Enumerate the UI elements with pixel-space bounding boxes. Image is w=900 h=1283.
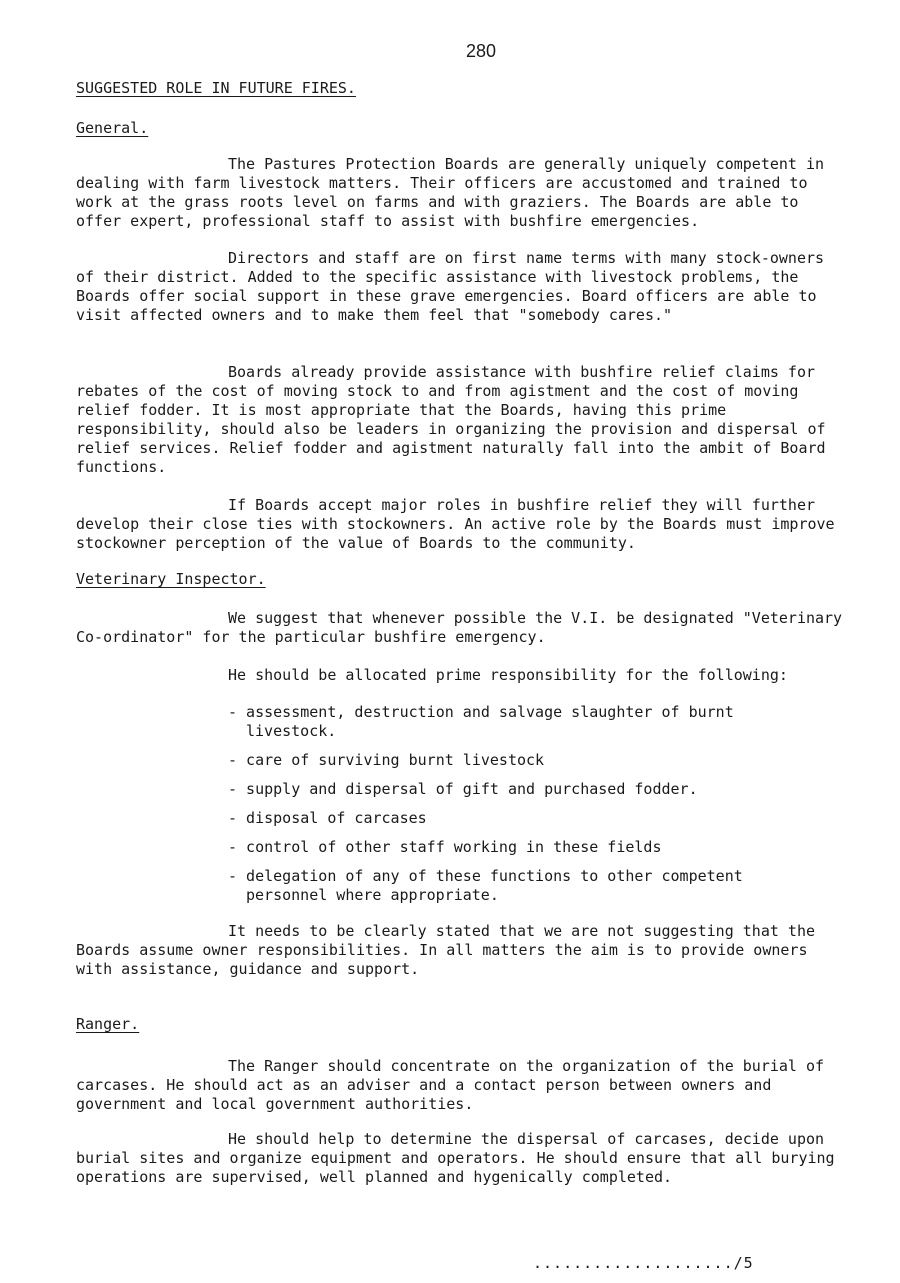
list-item: - control of other staff working in these fields [228,838,662,856]
general-paragraph: Directors and staff are on first name terms with many stock-owners of their district. Added to the specific assistance with livestock problems, the Boards offer social support in these grave emergencies. Board officers are able to visit affected owners and to make them feel that "somebody cares." [76,249,825,324]
list-item: - care of surviving burnt livestock [228,751,545,769]
general-paragraph: The Pastures Protection Boards are generally uniquely competent in dealing with farm livestock matters. Their officers are accustomed and trained to work at the grass roots level on farms and with graziers. The Boards are able to offer expert, professional staff to assist with bushfire emergencies. [76,155,825,230]
list-item: - assessment, destruction and salvage slaughter of burnt livestock. [228,703,734,740]
section-heading-ranger: Ranger. [76,1015,140,1033]
general-paragraph: Boards already provide assistance with bushfire relief claims for rebates of the cost of moving stock to and from agistment and the cost of moving relief fodder. It is most appropriate that the Boards, having this prime responsibility, should also be leaders in organizing the provision and dispersal of relief services. Relief fodder and agistment naturally fall into the ambit of Board functions. [76,363,826,476]
section-heading-veterinary-inspector: Veterinary Inspector. [76,570,266,588]
ranger-paragraph: He should help to determine the dispersal of carcases, decide upon burial sites and organize equipment and operators. He should ensure that all burying operations are supervised, well planned and hygenically completed. [76,1130,835,1186]
page-continuation-marker: ..................../5 [533,1254,754,1272]
responsibility-list [228,703,828,915]
section-heading-general: General. [76,119,149,137]
list-item: - delegation of any of these functions to other competent personnel where appropriate. [228,867,743,904]
page-number: 280 [466,41,497,61]
general-paragraph: If Boards accept major roles in bushfire relief they will further develop their close ties with stockowners. An active role by the Boards must improve stockowner perception of the value of Boards to the community. [76,496,835,552]
ranger-paragraph: The Ranger should concentrate on the organization of the burial of carcases. He should act as an adviser and a contact person between owners and government and local government authorities. [76,1057,825,1113]
vi-responsibility-lead: He should be allocated prime responsibility for the following: [228,666,788,684]
vi-intro-paragraph: We suggest that whenever possible the V.I. be designated "Veterinary Co-ordinator" for the particular bushfire emergency. [76,609,843,646]
list-item: - disposal of carcases [228,809,427,827]
list-item: - supply and dispersal of gift and purchased fodder. [228,780,698,798]
vi-closing-paragraph: It needs to be clearly stated that we are not suggesting that the Boards assume owner responsibilities. In all matters the aim is to provide owners with assistance, guidance and support. [76,922,815,978]
document-title: SUGGESTED ROLE IN FUTURE FIRES. [76,79,356,97]
